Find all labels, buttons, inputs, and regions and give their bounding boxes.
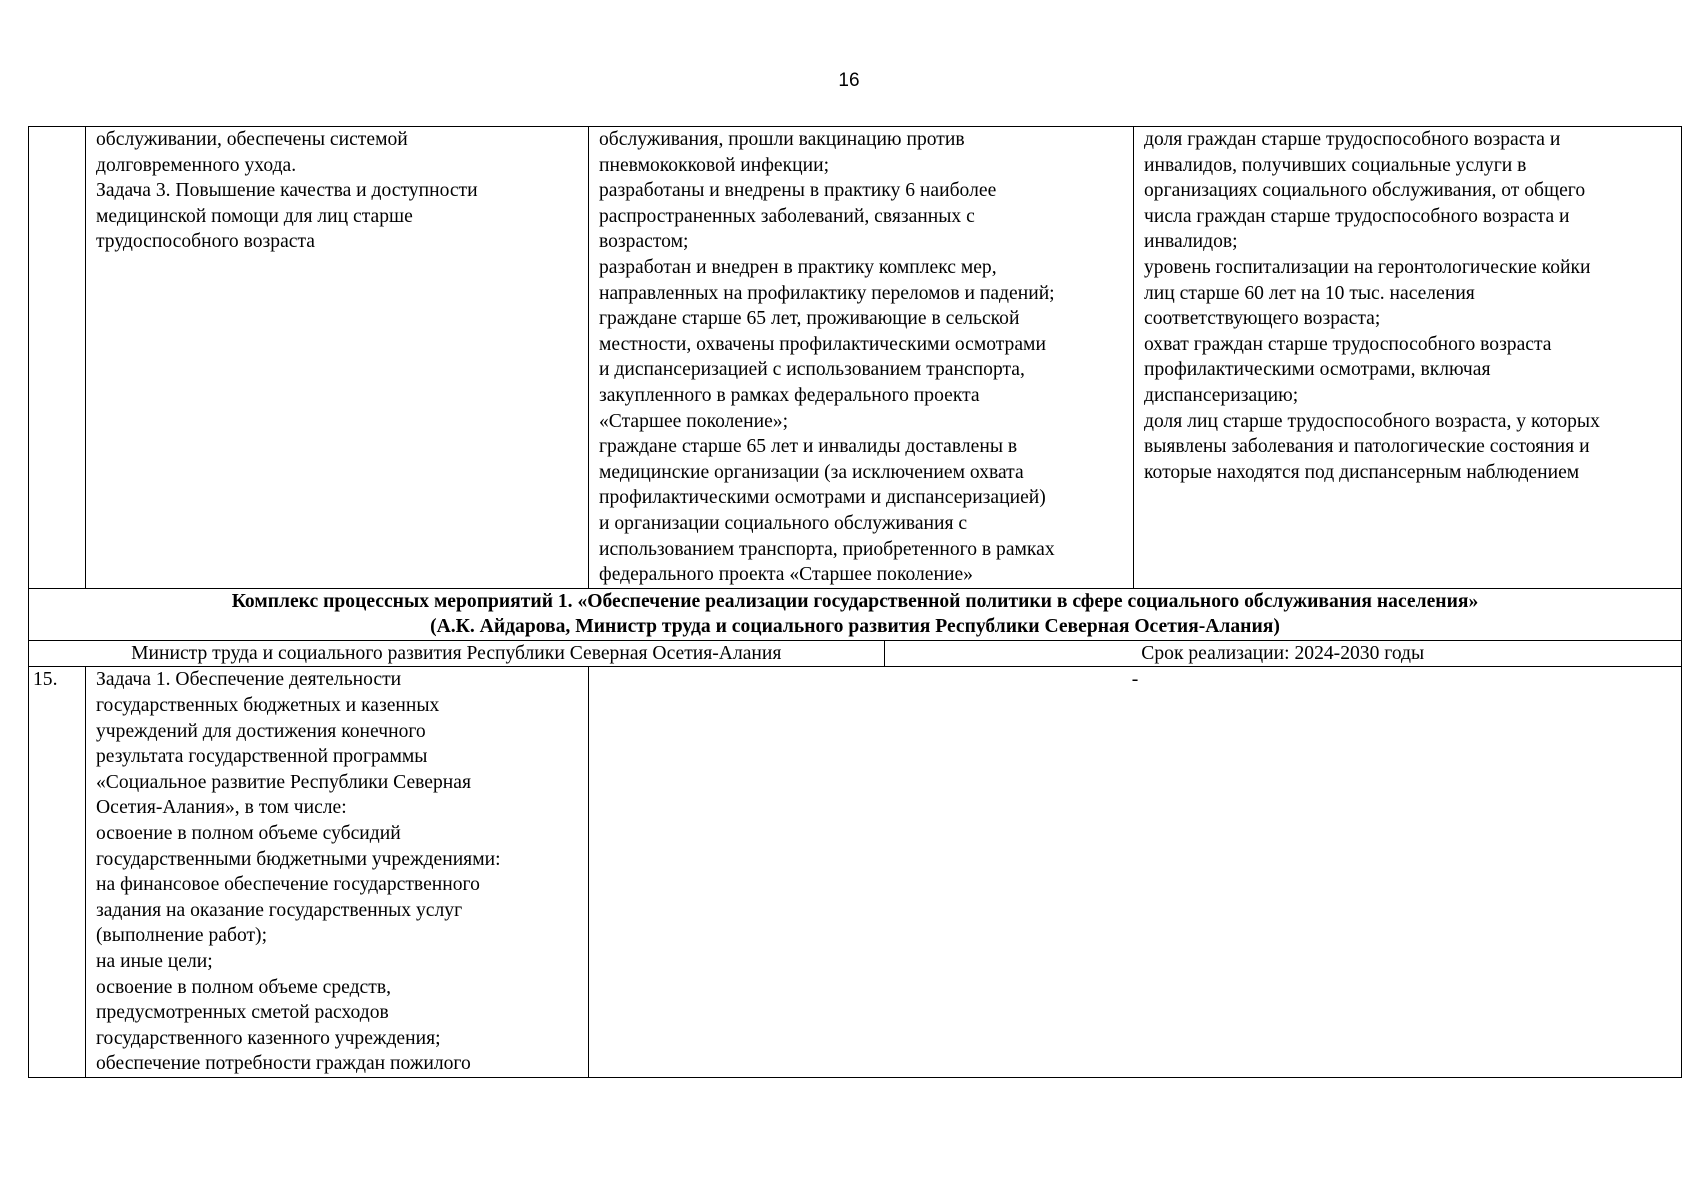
text-line: доля граждан старше трудоспособного возраста и (1144, 129, 1561, 150)
text-line: инвалидов, получивших социальные услуги в (1144, 154, 1527, 176)
text-line: освоение в полном объеме субсидий (96, 823, 401, 845)
row-number-cell: 15. (29, 667, 86, 1078)
complex-header-title: Комплекс процессных мероприятий 1. «Обеспечение реализации государственной политики в сфере социального обслуживания населения» (231, 590, 1479, 612)
text-line: и диспансеризацией с использованием транспорта, (599, 359, 1025, 381)
table-row-15 (29, 667, 1682, 1078)
text-line: которые находятся под диспансерным наблюдением (1144, 461, 1580, 483)
text-line: «Старшее поколение»; (599, 410, 789, 432)
text-line: пневмококковой инфекции; (599, 154, 830, 176)
text-line: инвалидов; (1144, 231, 1238, 253)
text-line: граждане старше 65 лет и инвалиды доставлены в (599, 436, 1018, 458)
tasks-cell (86, 127, 589, 589)
text-line: профилактическими осмотрами и диспансеризацией) (599, 487, 1046, 509)
text-line: лиц старше 60 лет на 10 тыс. населения (1144, 282, 1475, 304)
text-line: государственных бюджетных и казенных (96, 695, 440, 717)
text-line: обеспечение потребности граждан пожилого (96, 1053, 471, 1075)
text-line: разработаны и внедрены в практику 6 наиболее (599, 180, 997, 202)
info-cell (29, 640, 1682, 667)
text-line: разработан и внедрен в практику комплекс мер, (599, 256, 997, 278)
text-line: государственного казенного учреждения; (96, 1027, 441, 1049)
text-line: учреждений для достижения конечного (96, 720, 426, 742)
complex-header-row (29, 588, 1682, 640)
text-line: диспансеризацию; (1144, 384, 1299, 406)
text-line: освоение в полном объеме средств, (96, 976, 391, 998)
program-table (28, 126, 1682, 1078)
text-line: федерального проекта «Старшее поколение» (599, 564, 973, 586)
text-line: на иные цели; (96, 951, 213, 972)
complex-header-responsible: (А.К. Айдарова, Министр труда и социального развития Республики Северная Осетия-Алания) (430, 616, 1280, 638)
text-line: трудоспособного возраста (96, 231, 315, 253)
text-line: организациях социального обслуживания, от общего (1144, 180, 1586, 202)
text-line: Задача 1. Обеспечение деятельности (96, 669, 402, 691)
page-number: 16 (838, 70, 860, 91)
text-line: долговременного ухода. (96, 154, 297, 176)
text-line: соответствующего возраста; (1144, 308, 1381, 330)
text-line: задания на оказание государственных услуг (96, 899, 463, 921)
info-row (29, 640, 1682, 667)
text-line: граждане старше 65 лет, проживающие в сельской (599, 308, 1020, 330)
text-line: медицинские организации (за исключением охвата (599, 461, 1024, 483)
effects-cell (589, 127, 1134, 589)
text-line: (выполнение работ); (96, 925, 268, 947)
text-line: предусмотренных сметой расходов (96, 1002, 389, 1024)
text-line: направленных на профилактику переломов и падений; (599, 282, 1055, 304)
complex-header-cell (29, 588, 1682, 640)
row-number-cell (29, 127, 86, 589)
text-line: распространенных заболеваний, связанных с (599, 205, 975, 227)
text-line: использованием транспорта, приобретенного в рамках (599, 538, 1055, 560)
text-line: медицинской помощи для лиц старше (96, 205, 413, 227)
text-line: Задача 3. Повышение качества и доступности (96, 180, 478, 202)
text-line: местности, охвачены профилактическими осмотрами (599, 333, 1046, 355)
text-line: обслуживания, прошли вакцинацию против (599, 129, 965, 150)
tasks-cell (86, 667, 589, 1078)
text-line: закупленного в рамках федерального проекта (599, 384, 980, 406)
text-line: профилактическими осмотрами, включая (1144, 359, 1491, 381)
implementation-period: Срок реализации: 2024-2030 годы (1141, 642, 1425, 664)
text-line: возрастом; (599, 231, 689, 253)
text-line: на финансовое обеспечение государственного (96, 874, 480, 896)
text-line: числа граждан старше трудоспособного возраста и (1144, 205, 1570, 227)
table-row-continuation (29, 127, 1682, 589)
indicators-cell (1134, 127, 1682, 589)
text-line: и организации социального обслуживания с (599, 512, 968, 534)
text-line: Осетия-Алания», в том числе: (96, 797, 347, 819)
text-line: доля лиц старше трудоспособного возраста, у которых (1144, 410, 1600, 432)
text-line: охват граждан старше трудоспособного возраста (1144, 333, 1552, 355)
text-line: государственными бюджетными учреждениями: (96, 848, 501, 870)
text-line: результата государственной программы (96, 746, 428, 768)
text-line: обслуживании, обеспечены системой (96, 129, 408, 150)
text-line: выявлены заболевания и патологические состояния и (1144, 436, 1590, 458)
text-line: «Социальное развитие Республики Северная (96, 771, 471, 793)
responsible-official: Министр труда и социального развития Республики Северная Осетия-Алания (29, 641, 884, 667)
merged-value-cell: - (589, 667, 1682, 1078)
text-line: уровень госпитализации на геронтологические койки (1144, 256, 1591, 278)
